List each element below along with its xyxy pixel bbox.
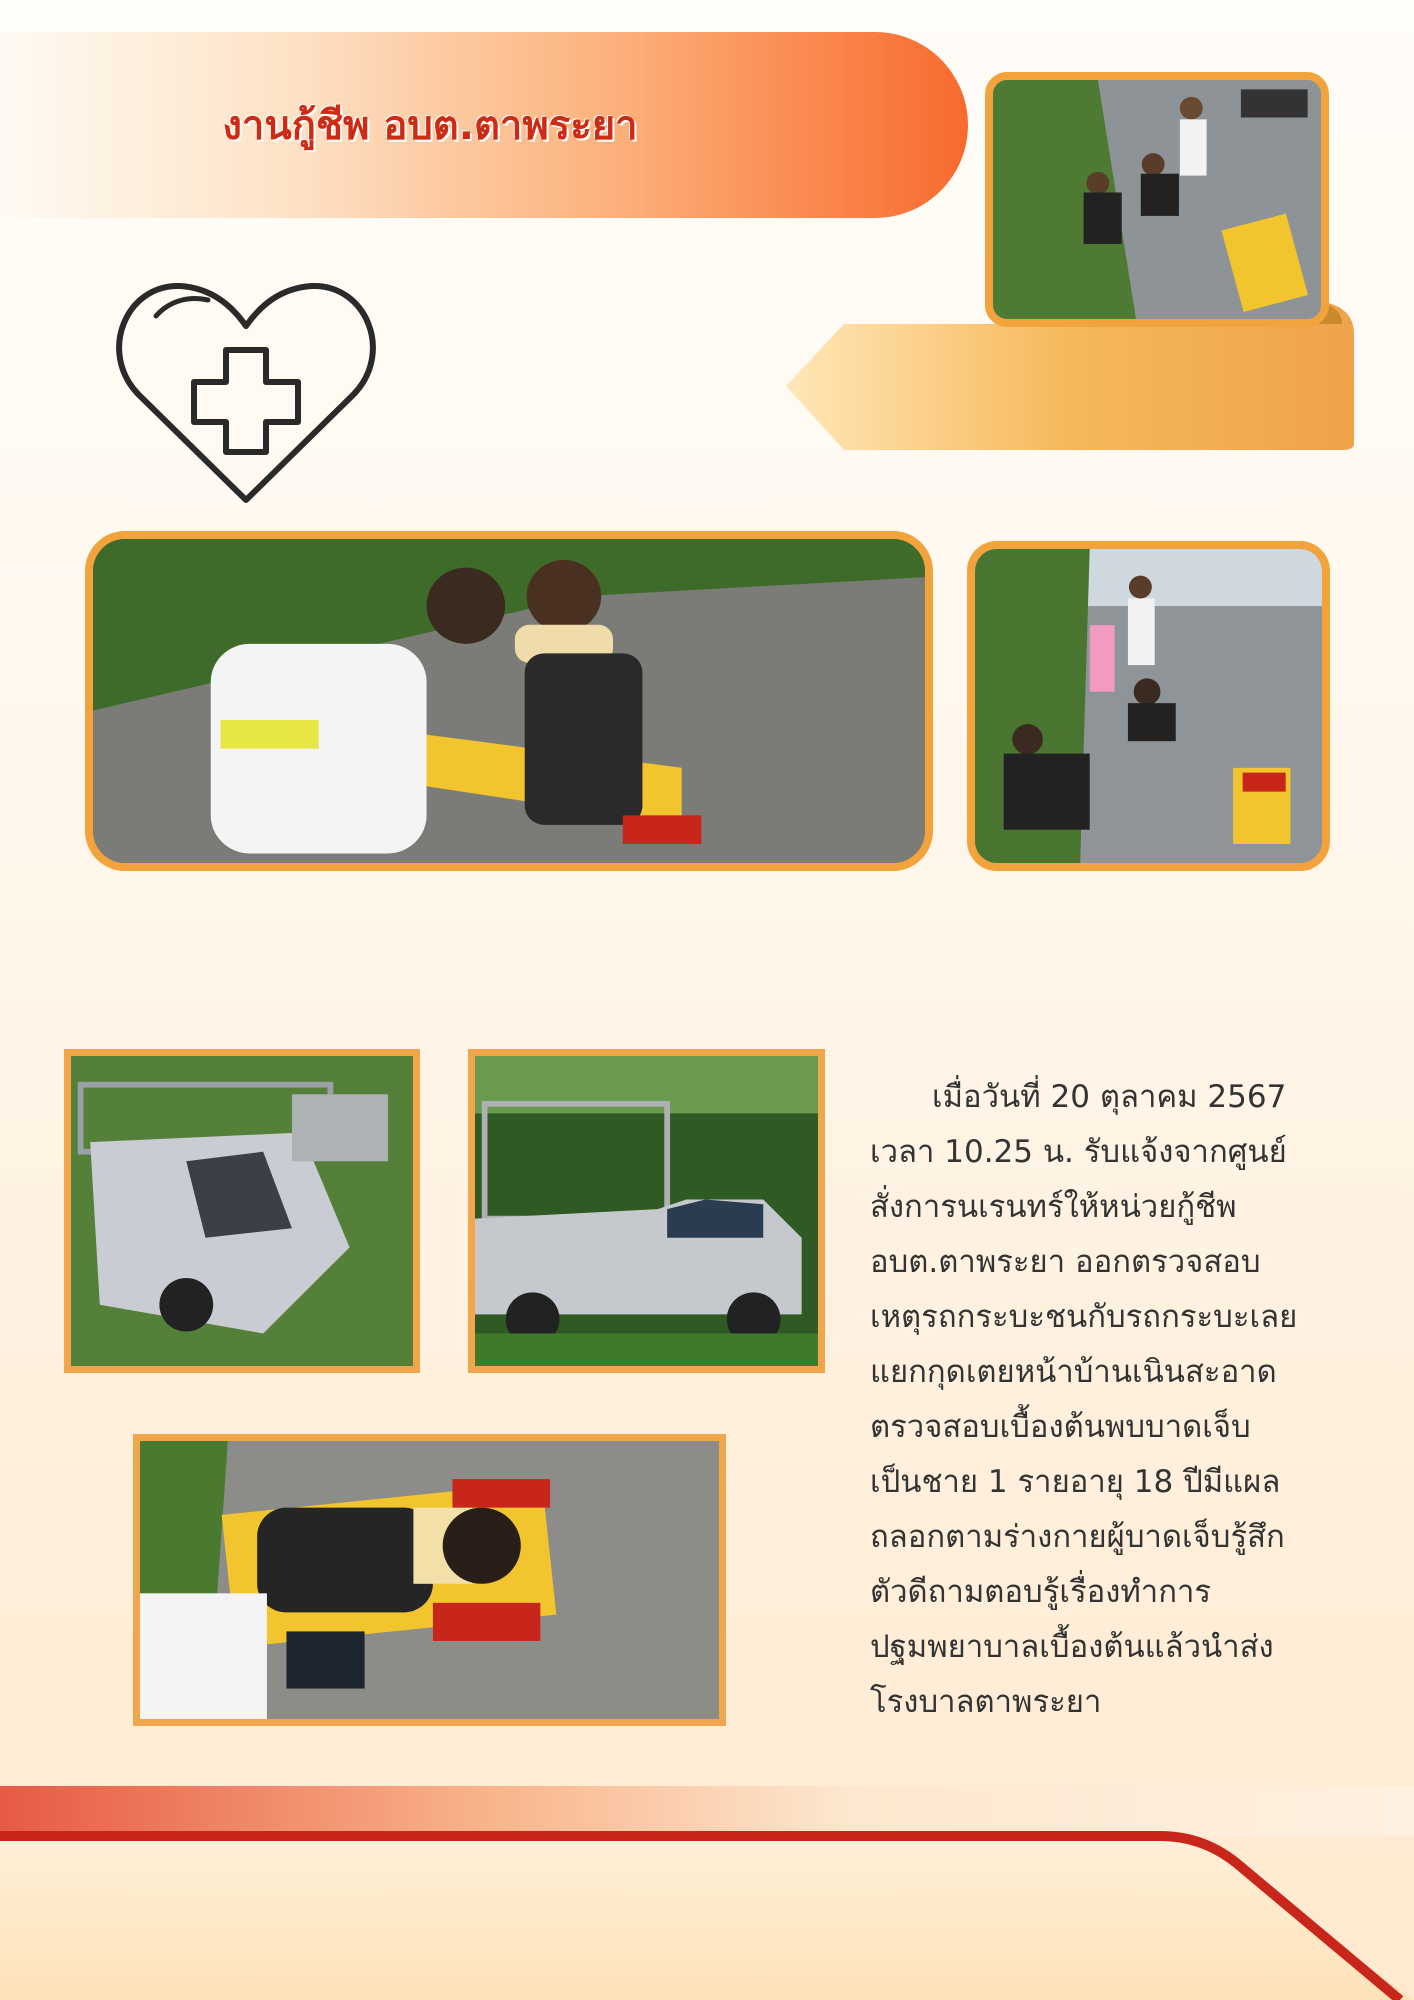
article-line: ตรวจสอบเบื้องต้นพบบาดเจ็บ <box>870 1409 1251 1445</box>
article-text <box>870 1070 1350 1730</box>
article-line: ปฐมพยาบาลเบื้องต้นแล้วนำส่ง <box>870 1629 1274 1665</box>
photo-truck-front <box>64 1049 420 1373</box>
photo-truck-side <box>468 1049 825 1373</box>
photo-patients-road <box>967 541 1330 871</box>
article-line: โรงบาลตาพระยา <box>870 1684 1102 1720</box>
article-line: ถลอกตามร่างกายผู้บาดเจ็บรู้สึก <box>870 1519 1285 1555</box>
photo-rescuer-roadside-top <box>985 72 1329 327</box>
article-line: อบต.ตาพระยา ออกตรวจสอบ <box>870 1244 1261 1280</box>
heart-medical-cross-icon <box>108 276 384 512</box>
photo-patient-board <box>133 1434 726 1726</box>
article-line: เวลา 10.25 น. รับแจ้งจากศูนย์ <box>870 1134 1287 1170</box>
footer-curve <box>0 1826 1414 2000</box>
page-title: งานกู้ชีพ อบต.ตาพระยา <box>222 103 638 149</box>
article-line: แยกกุดเตยหน้าบ้านเนินสะอาด <box>870 1354 1277 1390</box>
article-line: เป็นชาย 1 รายอายุ 18 ปีมีแผล <box>870 1464 1281 1500</box>
article-line: เหตุรถกระบะชนกับรถกระบะเลย <box>870 1299 1298 1335</box>
article-line: เมื่อวันที่ 20 ตุลาคม 2567 <box>932 1079 1287 1115</box>
photo-neck-collar <box>85 531 933 871</box>
article-line: สั่งการนเรนทร์ให้หน่วยกู้ชีพ <box>870 1189 1237 1225</box>
article-line: ตัวดีถามตอบรู้เรื่องทำการ <box>870 1574 1212 1610</box>
